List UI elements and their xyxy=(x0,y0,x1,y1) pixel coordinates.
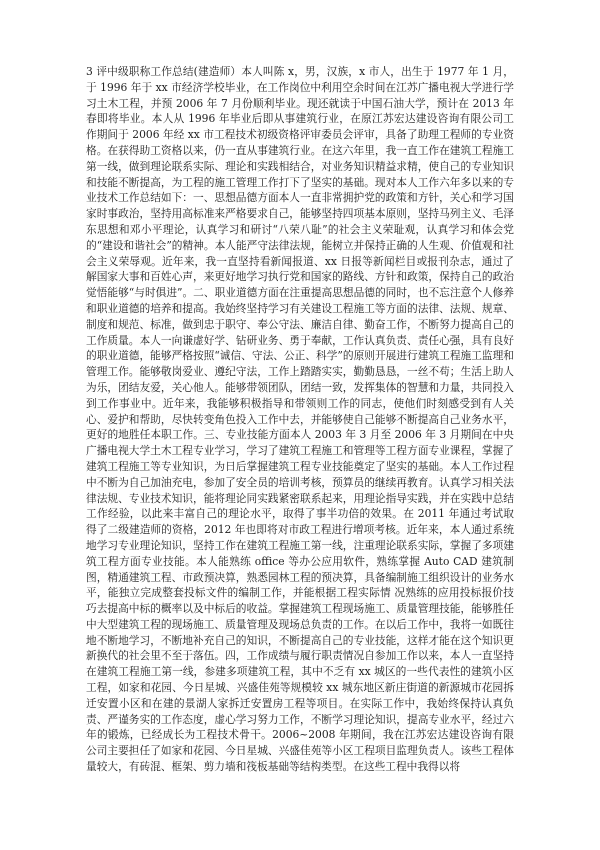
document-body-text: 3 评中级职称工作总结(建造师）本人叫陈 x，男，汉族，x 市人，出生于 1977 年 1 月，于 1996 年于 xx 市经济学校毕业，在工作岗位中利用空余时间在江苏广播电视大学进行学习土木工程，并预 2006 年 7 月份顺利毕业。现还就读于中国石油大学，预计在 2013 年春即将毕业。本人从 1996 年毕业后即从事建筑行业，在原江苏宏达建设咨询有限公司工作期间于 2006 年经 xx 市工程技术初级资格评审委员会评审，具备了助理工程师的专业资格。在获得助工资格以来，仍一直从事建筑行业。在这六年里，我一直工作在建筑工程施工第一线，做到理论联系实际、理论和实践相结合，对业务知识精益求精，使自己的专业知识和技能不断提高，为工程的施工管理工作打下了坚实的基础。现对本人工作六年多以来的专业技术工作总结如下：一、思想品德方面本人一直非常拥护党的政策和方针，关心和学习国家时事政治，坚持用高标准来严格要求自己，能够坚持四项基本原则，坚持马列主义、毛泽东思想和邓小平理论，认真学习和研讨“八荣八耻”的社会主义荣耻观，认真学习和体会党的“建设和谐社会”的精神。本人能严守法律法规，能树立并保持正确的人生观、价值观和社会主义荣辱观。近年来，我一直坚持看新闻报道、xx 日报等新闻栏目或报刊杂志，通过了解国家大事和百姓心声，来更好地学习执行党和国家的路线、方针和政策，保持自己的政治觉悟能够“与时俱进”。二、职业道德方面在注重提高思想品德的同时，也不忘注意个人修养和职业道德的培养和提高。我始终坚持学习有关建设工程施工等方面的法律、法规、规章、制度和规范、标准，做到忠于职守、奉公守法、廉洁自律、勤奋工作，不断努力提高自己的工作质量。本人一向谦虚好学、钻研业务、勇于奉献，工作认真负责、责任心强，具有良好的职业道德，能够严格按照“诚信、守法、公正、科学”的原则开展进行建筑工程施工监理和管理工作。能够敬岗爱业、遵纪守法，工作上踏踏实实，勤勤恳恳，一丝不苟；生活上助人为乐，团结友爱，关心他人。能够带领团队，团结一致，发挥集体的智慧和力量，共同投入到工作事业中。近年来，我能够积极指导和带领则工作的同志，使他们时刻感受到有人关心、爱护和帮助，尽快转变角色投入工作中去，并能够使自己能够不断提高自己业务水平，更好的地胜任本职工作。三、专业技能方面本人 2003 年 3 月至 2006 年 3 月期间在中央广播电视大学土木工程专业学习，学习了建筑工程施工和管理等工程方面专业课程，掌握了建筑工程施工等专业知识，为日后掌握建筑工程专业技能奠定了坚实的基础。本人工作过程中不断为自己加油充电，参加了安全员的培训考核，预算员的继续再教育。认真学习相关法律法规、专业技术知识，能将理论同实践紧密联系起来，用理论指导实践，并在实践中总结工作经验，以此来丰富自己的理论水平，取得了事半功倍的效果。在 2011 年通过考试取得了二级建造师的资格，2012 年也即将对市政工程进行增项考核。近年来，本人通过系统地学习专业理论知识，坚持工作在建筑工程施工第一线，注重理论联系实际，掌握了多项建筑工程方面专业技能。本人能熟练 office 等办公应用软件，熟练掌握 Auto CAD 建筑制图，精通建筑工程、市政预决算，熟悉园林工程的预决算，具备编制施工组织设计的业务水平，能独立完成整套投标文件的编制工作，并能根据工程实际情 况熟练的应用投标报价技巧去提高中标的概率以及中标后的收益。掌握建筑工程现场施工、质量管理技能，能够胜任中大型建筑工程的现场施工、质量管理及现场总负责的工作。在以后工作中，我将一如既往地不断地学习，不断地补充自己的知识，不断提高自己的专业技能，这样才能在这个知识更新换代的社会里不至于落伍。四，工作成绩与履行职责情况自参加工作以来，本人一直坚持在建筑工程施工第一线，参建多项建筑工程，其中不乏有 xx 城区的一些代表性的建筑小区工程，如家和花园、今日星城、兴盛佳苑等规模较 xx 城东地区新庄街道的新源城市花园拆迁安置小区和在建的景湖人家拆迁安置房工程等项目。在实际工作中，我始终保持认真负责、严谨务实的工作态度，虚心学习努力工作，不断学习理论知识，提高专业水平，经过六年的锻炼，已经成长为工程技术骨干。2006~2008 年期间，我在江苏宏达建设咨询有限公司主要担任了如家和花园、今日星城、兴盛佳苑等小区工程项目监理负责人。该些工程体量较大，有砖混、框架、剪力墙和筏板基础等结构类型。在这些工程中我得以将 xyxy=(86,65,514,774)
